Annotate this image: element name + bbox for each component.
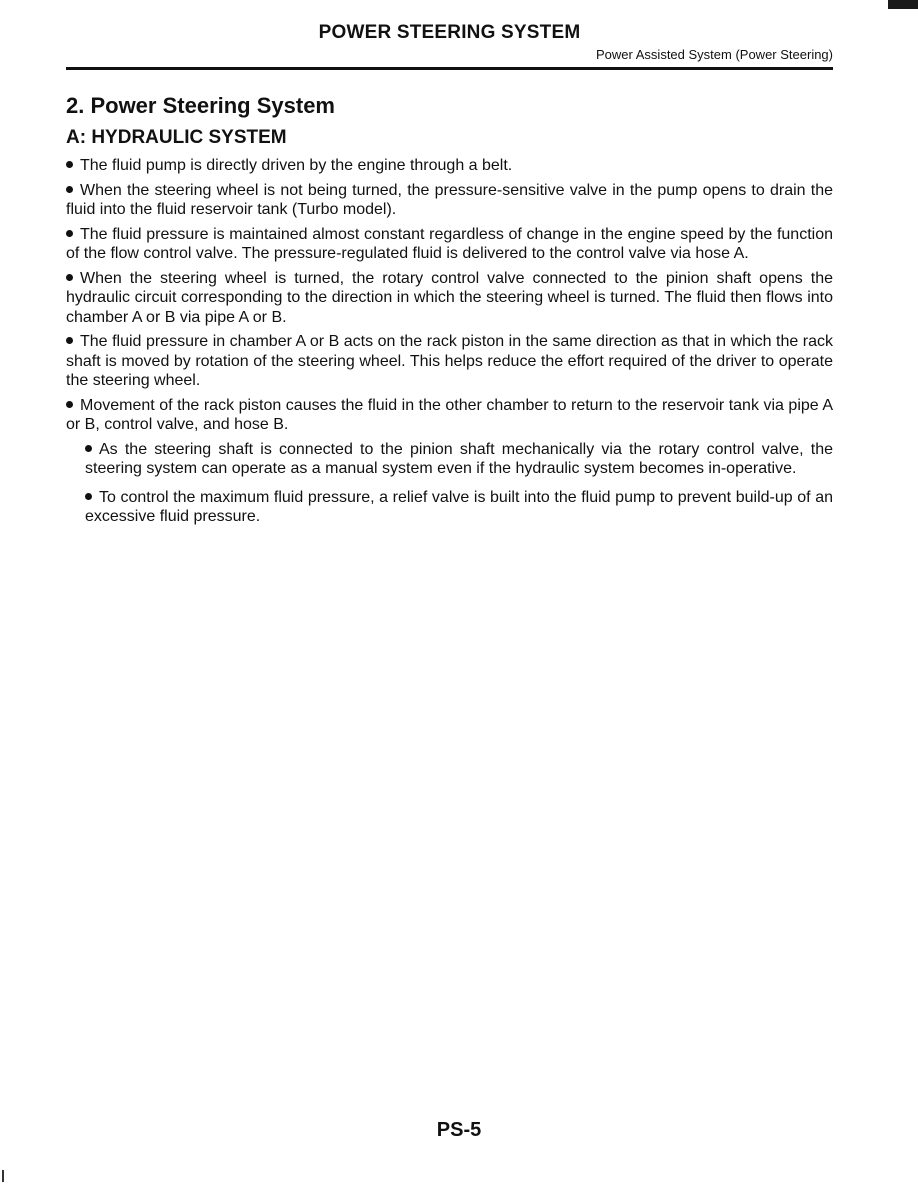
bullet-icon bbox=[66, 161, 73, 168]
indented-bullet-paragraph bbox=[85, 488, 833, 527]
bullet-icon bbox=[85, 493, 92, 500]
paragraph-text: When the steering wheel is not being turned, the pressure-sensitive valve in the pump opens to drain the fluid into the fluid reservoir tank (Turbo model). bbox=[66, 181, 833, 218]
paragraph-text: The fluid pressure in chamber A or B acts on the rack piston in the same direction as that in which the rack shaft is moved by rotation of the steering wheel. This helps reduce the effort required of the driver to operate the steering wheel. bbox=[66, 333, 833, 389]
paragraph-text: To control the maximum fluid pressure, a relief valve is built into the fluid pump to prevent build-up of an excessive fluid pressure. bbox=[85, 488, 833, 525]
header-rule bbox=[66, 67, 833, 70]
header-subtitle: Power Assisted System (Power Steering) bbox=[596, 47, 833, 62]
paragraph-text: The fluid pressure is maintained almost constant regardless of change in the engine speed by the function of the flow control valve. The pressure-regulated fluid is delivered to the control valve via hose A. bbox=[66, 225, 833, 262]
edge-mark bbox=[2, 1170, 4, 1182]
paragraph-text: The fluid pump is directly driven by the engine through a belt. bbox=[80, 157, 513, 174]
paragraph-text: When the steering wheel is turned, the rotary control valve connected to the pinion shaft opens the hydraulic circuit corresponding to the direction in which the steering wheel is turned. The fluid then flows into chamber A or B via pipe A or B. bbox=[66, 269, 833, 326]
page-content bbox=[66, 92, 833, 536]
paragraph-text: Movement of the rack piston causes the fluid in the other chamber to return to the reservoir tank via pipe A or B, control valve, and hose B. bbox=[66, 396, 833, 433]
page-number: PS-5 bbox=[436, 1119, 482, 1141]
bullet-paragraph bbox=[66, 332, 833, 391]
bullet-icon bbox=[66, 230, 73, 237]
section-title: 2. Power Steering System bbox=[66, 93, 335, 118]
indented-bullet-paragraph bbox=[85, 440, 833, 479]
bullet-paragraph bbox=[66, 225, 833, 264]
bullet-icon bbox=[66, 274, 73, 281]
bullet-icon bbox=[66, 337, 73, 344]
bullet-icon bbox=[66, 186, 73, 193]
page-header bbox=[66, 22, 833, 70]
header-title: POWER STEERING SYSTEM bbox=[318, 22, 581, 43]
bullet-icon bbox=[85, 445, 92, 452]
subsection-title: A: HYDRAULIC SYSTEM bbox=[66, 127, 287, 148]
paragraph-text: As the steering shaft is connected to the pinion shaft mechanically via the rotary control valve, the steering system can operate as a manual system even if the hydraulic system becomes in-operative. bbox=[85, 440, 833, 477]
bullet-paragraph bbox=[66, 269, 833, 328]
bullet-paragraph bbox=[66, 181, 833, 220]
corner-mark bbox=[888, 0, 918, 9]
bullet-paragraph bbox=[66, 156, 833, 176]
bullet-icon bbox=[66, 401, 73, 408]
bullet-paragraph bbox=[66, 396, 833, 435]
